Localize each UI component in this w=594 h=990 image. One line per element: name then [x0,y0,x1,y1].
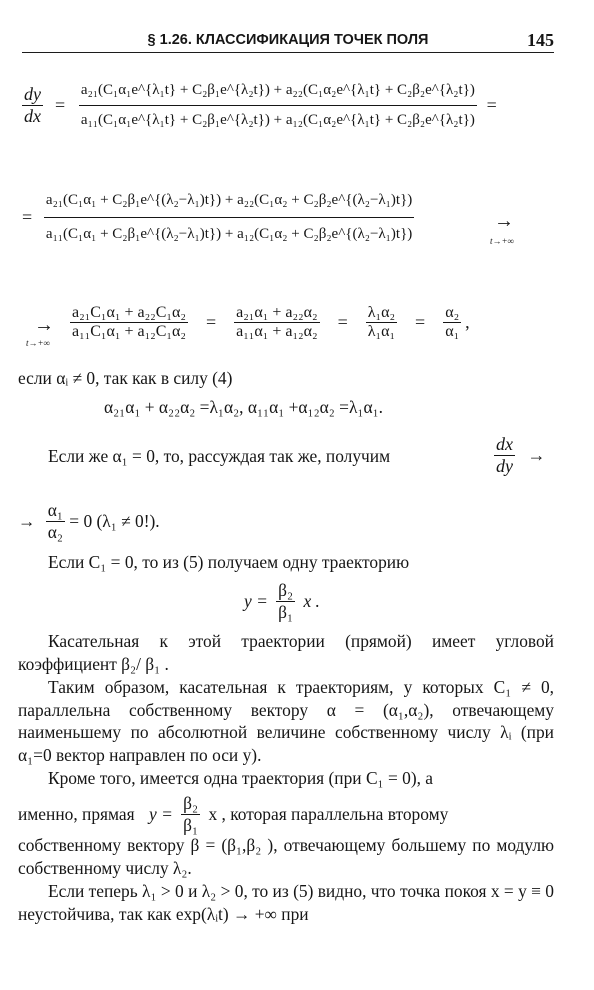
limit-arrow-1: → [494,210,514,232]
formula-3-c-den: λ₁α₁ [367,323,396,340]
paragraph-unstable: Если теперь λ₁ > 0 и λ₂ > 0, то из (5) видно, что точка покоя x = y ≡ 0 неустойчива, так как exp(λᵢt) → +∞ при [18,881,554,924]
lim2-rest: = 0 (λ₁ ≠ 0!). [69,511,160,531]
traj-num: β₂ [278,580,294,600]
limit-alpha-ratio: → $\frac{\text{α₁}}{\text{α₂}}$ = 0 (λ₁ ≠ 0!). [18,500,160,542]
paragraph-tangent: Касательная к этой траектории (прямой) имеет угловой коэффициент β₂/ β₁ . [18,631,554,674]
formula-3-fraction-c [366,304,397,341]
lim2-den: α₂ [47,522,63,542]
limit-arrow-2: → [34,314,54,336]
formula-3-a-num: a₂₁C₁α₁ + a₂₂C₁α₂ [72,304,186,321]
traj-den: β₁ [278,602,294,622]
formula-2: = $\frac{\text{a₂₁(C₁α₁ + C₂β₁e\textasciicircum{}\{(λ₂−λ₁)t\}) + a₂₂(C₁α₂ + C₂β₂e\textasciicircum{}\{(λ₂−λ₁)t\})}}{\text{a₁₁(C₁α₁ + C₂β₁e\textasciicircum{}\{(λ₂−λ₁)t\}) + a₁₂(C₁α₂ + C₂β₂e\textasciicircum{}\{(λ₂−λ₁)t\})}}$ [22,192,413,242]
formula-3-b-num: a₂₁α₁ + a₂₂α₂ [236,304,318,321]
formula-1-fraction [79,82,477,129]
c1-zero-line: Если C₁ = 0, то из (5) получаем одну траекторию [48,552,410,572]
formula-3-fraction-d [443,304,461,341]
paragraph-conclusion: Таким образом, касательная к траекториям, у которых C₁ ≠ 0, параллельна собственному вектору α = (α₁,α₂), отвечающему наименьшему по абсолютной величине собственному числу λᵢ (при α₁=0 вектор направлен по оси y). [18,677,554,765]
limit-arrow-2-sub: t→+∞ [26,338,50,348]
formula-3-d-den: α₁ [445,323,460,340]
p3-den: β₁ [183,815,199,835]
formula-2-numerator: a₂₁(C₁α₁ + C₂β₁e^{(λ₂−λ₁)t}) + a₂₂(C₁α₂ + C₂β₂e^{(λ₂−λ₁)t}) [45,192,413,208]
page-number: 145 [527,30,554,50]
condition-line: если αᵢ ≠ 0, так как в силу (4) [18,368,233,388]
formula-3-a-den: a₁₁C₁α₁ + a₁₂C₁α₂ [72,323,186,340]
formula-1: $\frac{dy}{dx}$ = a₂₁(C₁α₁e^{λ₁t} + C₂β₁e^{λ₂t}) + a₂₂(C₁α₂e^{λ₁t} + C₂β₂e^{λ₂t}) a₁₁(C₁α₁e^{λ₁t} + C₂β₁e^{λ₂t}) + a₁₂(C₁α₂e^{λ₁t} + C₂β₂e^{λ₂t}) = [24,82,497,128]
derivative-num: dy [24,84,41,104]
eigen-equations: α₂₁α₁ + α₂₂α₂ =λ₁α₂, α₁₁α₁ +α₁₂α₂ =λ₁α₁. [104,397,383,417]
paragraph-second-trajectory: Кроме того, имеется одна траектория (при C₁ = 0), а [48,768,434,788]
trajectory-formula [244,580,320,623]
dx-dy-fraction: $\frac{dx}{dy}$ → [496,434,546,476]
traj-x: x . [303,591,320,611]
formula-3-b-den: a₁₁α₁ + a₁₂α₂ [236,323,318,340]
formula-2-denominator: a₁₁(C₁α₁ + C₂β₁e^{(λ₂−λ₁)t}) + a₁₂(C₁α₂ + C₂β₂e^{(λ₂−λ₁)t}) [44,217,414,243]
formula-1-denominator: a₁₁(C₁α₁e^{λ₁t} + C₂β₁e^{λ₂t}) + a₁₂(C₁α₂e^{λ₁t} + C₂β₂e^{λ₂t}) [79,105,477,129]
derivative-dy-dx [22,84,43,127]
header-title: § 1.26. КЛАССИФИКАЦИЯ ТОЧЕК ПОЛЯ [147,32,429,48]
formula-1-numerator: a₂₁(C₁α₁e^{λ₁t} + C₂β₁e^{λ₂t}) + a₂₂(C₁α₂e^{λ₁t} + C₂β₂e^{λ₂t}) [80,82,475,98]
dx-dy-num: dx [496,434,513,454]
derivative-den: dx [24,106,41,126]
formula-3-fraction-a [70,304,188,341]
traj-y: y = [244,591,268,611]
second-trajectory-line [18,793,448,836]
p3-num: β₂ [183,793,199,813]
lim2-num: α₁ [47,500,63,520]
alpha-zero-line: Если же α₁ = 0, то, рассуждая так же, получим [48,446,391,466]
p3-post: x , которая параллельна второму [208,804,449,824]
paragraph-second-vector: собственному вектору β = (β₁,β₂ ), отвечающему большему по модулю собственному числу λ₂. [18,835,554,878]
dx-dy-den: dy [496,456,513,476]
formula-3-c-num: λ₁α₂ [367,304,396,321]
running-header [22,30,554,53]
formula-3: $\frac{\text{a₂₁C₁α₁ + a₂₂C₁α₂}}{\text{a₁₁C₁α₁ + a₁₂C₁α₂}}$ = $\frac{\text{a₂₁α₁ + a₂₂α₂}}{\text{a₁₁α₁ + a₁₂α₂}}$ = $\frac{\text{λ₁α₂}}{\text{λ₁α₁}}$ = $\frac{\text{α₂}}{\text{α₁}}$ , [72,304,470,340]
formula-3-d-num: α₂ [445,304,460,321]
p3-y: y = [149,804,173,824]
formula-3-fraction-b [234,304,319,341]
p3-pre: именно, прямая [18,804,135,824]
limit-arrow-1-sub: t→+∞ [490,236,514,246]
formula-2-fraction [44,192,414,243]
